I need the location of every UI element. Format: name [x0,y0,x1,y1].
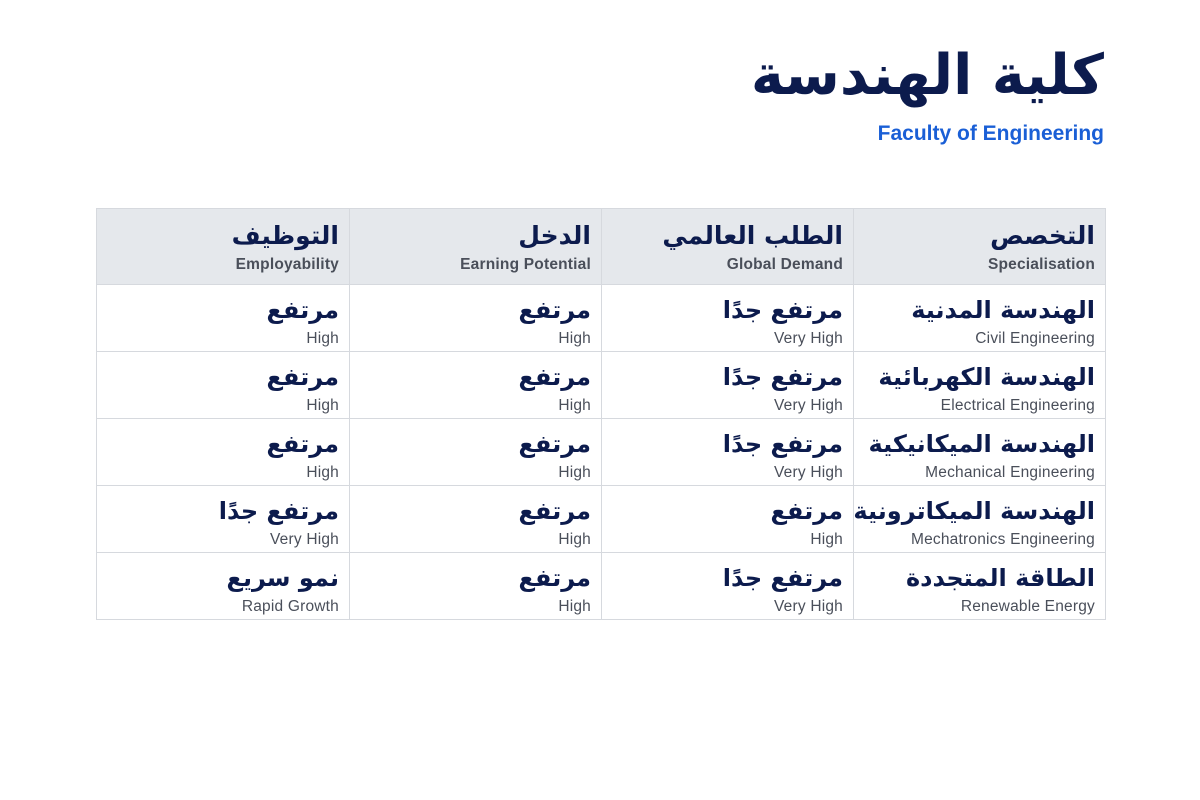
cell-earning-potential [350,553,602,620]
cell-earning-potential [350,352,602,419]
cell-english-text: High [558,397,591,414]
cell-arabic-text: مرتفع جدًا [722,430,843,458]
cell-english-text: Electrical Engineering [940,397,1095,414]
cell-employability [97,352,350,419]
specialisations-table [96,208,1106,620]
cell-arabic-text: الطاقة المتجددة [905,564,1095,592]
cell-employability [97,486,350,553]
cell-english-text: High [558,531,591,548]
cell-arabic-text: مرتفع [518,497,591,525]
cell-english-text: Rapid Growth [241,598,339,615]
table-row [97,352,1106,419]
cell-arabic-text: مرتفع [518,430,591,458]
cell-earning-potential [350,486,602,553]
cell-earning-potential [350,419,602,486]
column-header-english: Global Demand [726,256,843,273]
column-header-arabic: الطلب العالمي [662,221,843,250]
cell-arabic-text: الهندسة الكهربائية [878,363,1095,391]
column-header-arabic: التخصص [990,221,1095,250]
cell-global-demand [602,419,854,486]
cell-arabic-text: مرتفع [770,497,843,525]
cell-english-text: High [558,464,591,481]
cell-english-text: Civil Engineering [975,330,1095,347]
cell-global-demand [602,486,854,553]
cell-arabic-text: الهندسة المدنية [911,296,1095,324]
cell-specialisation [854,419,1106,486]
cell-specialisation [854,352,1106,419]
column-header-english: Employability [235,256,339,273]
cell-arabic-text: نمو سريع [226,564,339,592]
cell-english-text: Renewable Energy [960,598,1095,615]
column-header-earning-potential [350,209,602,285]
cell-english-text: High [306,464,339,481]
cell-english-text: Mechanical Engineering [925,464,1095,481]
cell-global-demand [602,285,854,352]
cell-arabic-text: الهندسة الميكاترونية [853,497,1095,525]
cell-english-text: High [558,598,591,615]
cell-arabic-text: مرتفع جدًا [722,296,843,324]
cell-arabic-text: مرتفع [266,296,339,324]
cell-employability [97,553,350,620]
cell-english-text: Very High [774,397,843,414]
column-header-english: Specialisation [987,256,1095,273]
cell-specialisation [854,486,1106,553]
column-header-specialisation [854,209,1106,285]
cell-arabic-text: مرتفع جدًا [722,564,843,592]
table-body [97,285,1106,620]
cell-global-demand [602,352,854,419]
cell-global-demand [602,553,854,620]
cell-earning-potential [350,285,602,352]
cell-arabic-text: مرتفع [518,363,591,391]
title-block [751,38,1104,148]
table-row [97,553,1106,620]
cell-english-text: High [810,531,843,548]
cell-specialisation [854,553,1106,620]
table-row [97,285,1106,352]
cell-arabic-text: الهندسة الميكانيكية [868,430,1095,458]
page-title-english: Faculty of Engineering [877,122,1104,145]
column-header-arabic: التوظيف [231,221,339,250]
table-row [97,419,1106,486]
cell-english-text: High [306,330,339,347]
column-header-global-demand [602,209,854,285]
header-row [97,209,1106,285]
cell-arabic-text: مرتفع [266,430,339,458]
cell-english-text: Very High [270,531,339,548]
cell-english-text: Mechatronics Engineering [910,531,1095,548]
cell-arabic-text: مرتفع [518,296,591,324]
column-header-employability [97,209,350,285]
cell-arabic-text: مرتفع جدًا [218,497,339,525]
cell-english-text: Very High [774,330,843,347]
cell-english-text: High [558,330,591,347]
cell-arabic-text: مرتفع [518,564,591,592]
page-title-arabic: كلية الهندسة [750,43,1104,108]
cell-english-text: High [306,397,339,414]
cell-english-text: Very High [774,464,843,481]
cell-specialisation [854,285,1106,352]
cell-employability [97,419,350,486]
cell-arabic-text: مرتفع [266,363,339,391]
table-row [97,486,1106,553]
column-header-english: Earning Potential [460,256,591,273]
cell-employability [97,285,350,352]
column-header-arabic: الدخل [518,221,591,250]
cell-english-text: Very High [774,598,843,615]
table-header [97,209,1106,285]
cell-arabic-text: مرتفع جدًا [722,363,843,391]
